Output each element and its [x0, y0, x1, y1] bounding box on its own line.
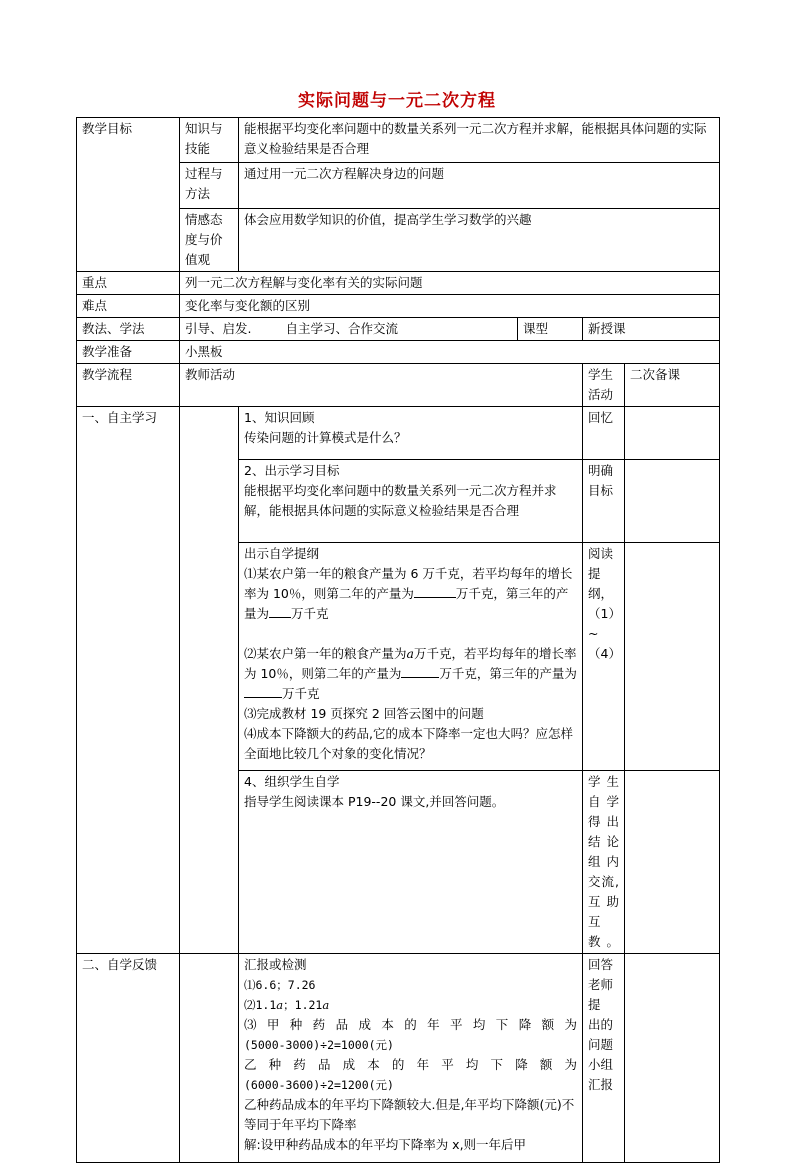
key-point-text: 列一元二次方程解与变化率有关的实际问题	[180, 272, 720, 295]
process-text: 通过用一元二次方程解决身边的问题	[239, 163, 720, 209]
outline-heading: 出示自学提纲	[244, 546, 320, 561]
row-method	[77, 318, 720, 341]
header-student: 学生活动	[583, 364, 625, 407]
emotion-label: 情感态度与价值观	[180, 209, 239, 272]
knowledge-label: 知识与技能	[180, 118, 239, 163]
row-difficulty	[77, 295, 720, 318]
answer-3-line-3: 乙 种 药 品 成 本 的 年 平 均 下 降 额 为	[244, 1057, 577, 1072]
section1-label: 一、自主学习	[77, 407, 180, 954]
row-headers	[77, 364, 720, 407]
s1-goal-text: 能根据平均变化率问题中的数量关系列一元二次方程并求解，能根据具体问题的实际意义检验结果是否合理	[244, 483, 557, 518]
row-prep	[77, 341, 720, 364]
method-text	[180, 318, 518, 341]
self-study-title: 4、组织学生自学	[244, 774, 340, 789]
s2-feedback-student: 回答老师提 出的问题 小组汇报	[583, 954, 625, 1163]
header-teacher: 教师活动	[180, 364, 583, 407]
header-flow: 教学流程	[77, 364, 180, 407]
question-2: ⑵某农户第一年的粮食产量为a万千克，若平均每年的增长率为 10％，则第二年的产量为 万千克，第三年的产量为万千克	[244, 646, 577, 701]
s1-review-teacher	[239, 407, 583, 460]
answer-blank	[269, 604, 291, 618]
section2-label: 二、自学反馈	[77, 954, 180, 1163]
answer-2: ⑵1.1a；1.21a	[244, 998, 330, 1012]
s1-review-student: 回忆	[583, 407, 625, 460]
s1-outline-teacher	[239, 543, 583, 771]
answer-3-line-5: 乙种药品成本的年平均下降额较大.但是,年平均下降额(元)不等同于年平均下降率	[244, 1097, 575, 1132]
difficulty-label: 难点	[77, 295, 180, 318]
s1-goal-title: 2、出示学习目标	[244, 463, 340, 478]
method-text-2: 自主学习、合作交流	[285, 321, 398, 336]
s1-goal-teacher	[239, 460, 583, 543]
s2-feedback-teacher	[239, 954, 583, 1163]
s1-goal-student: 明确目标	[583, 460, 625, 543]
process-label: 过程与方法	[180, 163, 239, 209]
goals-label: 教学目标	[77, 118, 180, 272]
answer-1: ⑴6.6；7.26	[244, 978, 316, 992]
question-4: ⑷成本下降额大的药品,它的成本下降率一定也大吗？应怎样全面地比较几个对象的变化情况？	[244, 726, 573, 761]
difficulty-text: 变化率与变化额的区别	[180, 295, 720, 318]
question-3: ⑶完成教材 19 页探究 2 回答云图中的问题	[244, 706, 484, 721]
method-label: 教法、学法	[77, 318, 180, 341]
type-label: 课型	[518, 318, 583, 341]
method-text-1: 引导、启发.	[185, 321, 252, 336]
header-second: 二次备课	[625, 364, 720, 407]
s1-review-title: 1、知识回顾	[244, 410, 315, 425]
feedback-heading: 汇报或检测	[244, 957, 307, 972]
answer-3-line-4: (6000-3600)÷2=1200(元)	[244, 1078, 394, 1092]
s1-goal-second	[625, 460, 720, 543]
prep-label: 教学准备	[77, 341, 180, 364]
answer-3-line-1: ⑶ 甲 种 药 品 成 本 的 年 平 均 下 降 额 为	[244, 1017, 577, 1032]
row-knowledge	[77, 118, 720, 163]
answer-3-line-2: (5000-3000)÷2=1000(元)	[244, 1038, 394, 1052]
page-title: 实际问题与一元二次方程	[298, 91, 496, 111]
s1-self-study-second	[625, 771, 720, 954]
emotion-text: 体会应用数学知识的价值，提高学生学习数学的兴趣	[239, 209, 720, 272]
section1-blank	[180, 407, 239, 954]
self-study-text: 指导学生阅读课本 P19--20 课文,并回答问题。	[244, 794, 505, 809]
s1-outline-student: 阅读提纲， （1）~（4）	[583, 543, 625, 771]
type-value: 新授课	[583, 318, 720, 341]
answer-blank	[414, 584, 456, 598]
row-key-point	[77, 272, 720, 295]
s1-self-study-student: 学生自学得出结论组内交流,互助互教。	[583, 771, 625, 954]
answer-blank	[244, 684, 282, 698]
section2-blank	[180, 954, 239, 1163]
key-point-label: 重点	[77, 272, 180, 295]
s1-review-question: 传染问题的计算模式是什么？	[244, 430, 407, 445]
row-s1-review	[77, 407, 720, 460]
answer-3-line-6: 解:设甲种药品成本的年平均下降率为 x,则一年后甲	[244, 1137, 527, 1152]
prep-text: 小黑板	[180, 341, 720, 364]
question-1: ⑴某农户第一年的粮食产量为 6 万千克，若平均每年的增长率为 10％，则第二年的产量为 万千克，第三年的产量为 万千克	[244, 566, 573, 621]
lesson-plan-table	[76, 117, 720, 1163]
row-s2-feedback	[77, 954, 720, 1163]
answer-blank	[401, 664, 439, 678]
s1-review-second	[625, 407, 720, 460]
s2-feedback-second	[625, 954, 720, 1163]
s1-self-study-teacher	[239, 771, 583, 954]
knowledge-text: 能根据平均变化率问题中的数量关系列一元二次方程并求解，能根据具体问题的实际意义检验结果是否合理	[239, 118, 720, 163]
s1-outline-second	[625, 543, 720, 771]
